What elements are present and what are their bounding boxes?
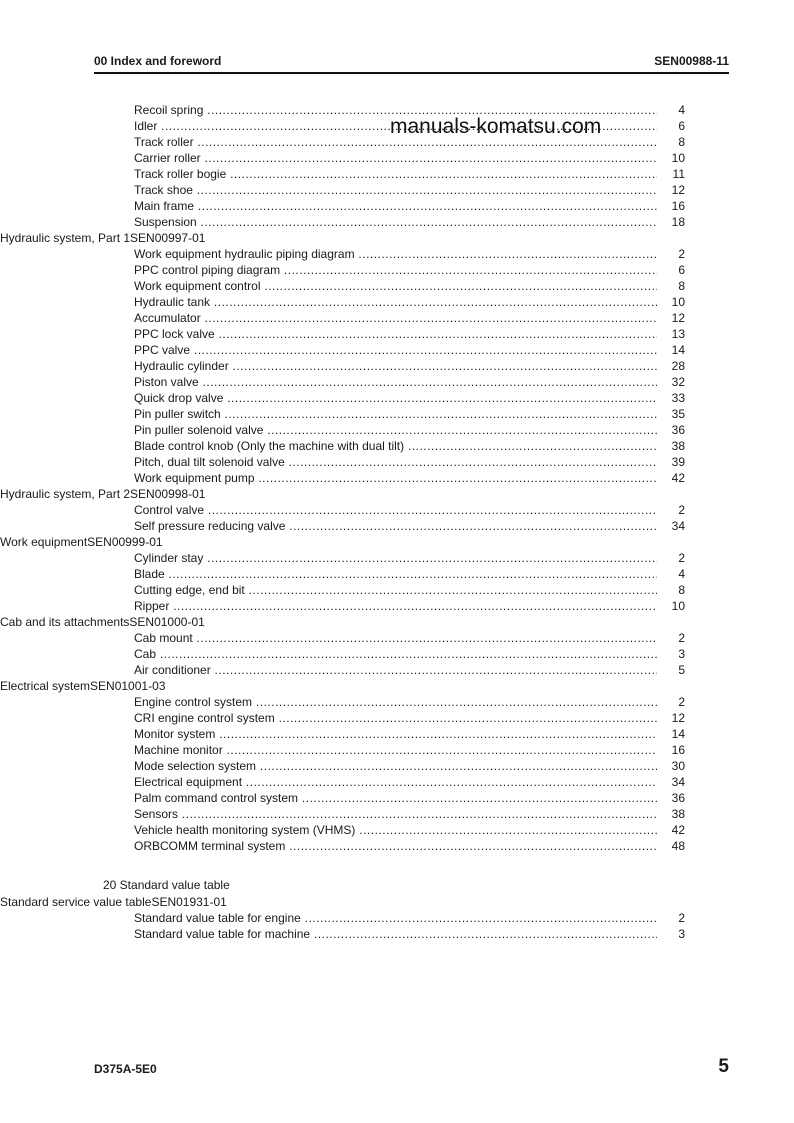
toc-chapter[interactable] (0, 877, 794, 894)
toc-entry[interactable] (0, 910, 794, 926)
section-document-code: SEN01931-01 (151, 895, 227, 909)
section-document-code: SEN01000-01 (129, 615, 205, 629)
entry-page-number: 6 (657, 262, 685, 278)
entry-page-number: 42 (657, 822, 685, 838)
toc-section[interactable] (0, 894, 794, 910)
entry-label: Hydraulic tank ..... (134, 294, 685, 310)
entry-page-number: 10 (657, 294, 685, 310)
entry-label: Ripper ..... (134, 598, 685, 614)
entry-page-number: 36 (657, 790, 685, 806)
entry-label: Monitor system ..... (134, 726, 685, 742)
toc-entry[interactable] (0, 182, 794, 198)
entry-page-number: 34 (657, 774, 685, 790)
entry-page-number: 34 (657, 518, 685, 534)
toc-entry[interactable] (0, 390, 794, 406)
toc-entry[interactable] (0, 166, 794, 182)
entry-label: Idler ..... (134, 118, 685, 134)
entry-label: Engine control system ..... (134, 694, 685, 710)
entry-label: Standard value table for engine ..... (134, 910, 685, 926)
section-document-code: SEN00997-01 (130, 231, 206, 245)
entry-label: Vehicle health monitoring system (VHMS) ..... (134, 822, 685, 838)
entry-page-number: 8 (657, 582, 685, 598)
entry-page-number: 30 (657, 758, 685, 774)
entry-label: Cutting edge, end bit ..... (134, 582, 685, 598)
entry-page-number: 18 (657, 214, 685, 230)
toc-entry[interactable] (0, 310, 794, 326)
entry-label: Blade control knob (Only the machine with dual tilt) ..... (134, 438, 685, 454)
entry-label: Pitch, dual tilt solenoid valve ..... (134, 454, 685, 470)
entry-label: Main frame ..... (134, 198, 685, 214)
header-chapter-title: 00 Index and foreword (94, 54, 222, 68)
entry-page-number: 14 (657, 342, 685, 358)
toc-section[interactable] (0, 678, 794, 694)
toc-entry[interactable] (0, 758, 794, 774)
entry-label: Recoil spring ..... (134, 102, 685, 118)
entry-page-number: 33 (657, 390, 685, 406)
entry-label: PPC control piping diagram ..... (134, 262, 685, 278)
toc-entry[interactable] (0, 150, 794, 166)
toc-entry[interactable] (0, 774, 794, 790)
toc-entry[interactable] (0, 438, 794, 454)
table-of-contents (0, 102, 794, 942)
entry-label: Quick drop valve ..... (134, 390, 685, 406)
toc-entry[interactable] (0, 646, 794, 662)
entry-label: Suspension ..... (134, 214, 685, 230)
entry-page-number: 38 (657, 438, 685, 454)
toc-entry[interactable] (0, 262, 794, 278)
entry-page-number: 14 (657, 726, 685, 742)
entry-label: Self pressure reducing valve ..... (134, 518, 685, 534)
toc-entry[interactable] (0, 598, 794, 614)
footer-model: D375A-5E0 (94, 1062, 157, 1076)
toc-entry[interactable] (0, 502, 794, 518)
entry-page-number: 39 (657, 454, 685, 470)
entry-page-number: 10 (657, 150, 685, 166)
toc-entry[interactable] (0, 214, 794, 230)
toc-entry[interactable] (0, 326, 794, 342)
entry-label: Accumulator ..... (134, 310, 685, 326)
toc-entry[interactable] (0, 246, 794, 262)
entry-page-number: 42 (657, 470, 685, 486)
section-document-code: SEN00998-01 (130, 487, 206, 501)
entry-label: Track roller ..... (134, 134, 685, 150)
toc-entry[interactable] (0, 694, 794, 710)
entry-label: Work equipment (0, 535, 88, 549)
entry-label: Pin puller solenoid valve ..... (134, 422, 685, 438)
toc-entry[interactable] (0, 630, 794, 646)
header-document-code: SEN00988-11 (654, 54, 729, 68)
entry-label: Cylinder stay ..... (134, 550, 685, 566)
entry-label: Cab mount ..... (134, 630, 685, 646)
entry-page-number: 2 (657, 550, 685, 566)
entry-label: Standard service value table (0, 895, 152, 909)
entry-label: ORBCOMM terminal system ..... (134, 838, 685, 854)
entry-label: CRI engine control system ..... (134, 710, 685, 726)
section-document-code: SEN01001-03 (90, 679, 166, 693)
entry-page-number: 11 (657, 166, 685, 182)
toc-section[interactable] (0, 614, 794, 630)
toc-entry[interactable] (0, 790, 794, 806)
entry-label: Machine monitor ..... (134, 742, 685, 758)
toc-entry[interactable] (0, 358, 794, 374)
toc-entry[interactable] (0, 926, 794, 942)
entry-label: Track shoe ..... (134, 182, 685, 198)
toc-entry[interactable] (0, 454, 794, 470)
entry-page-number: 16 (657, 198, 685, 214)
entry-page-number: 38 (657, 806, 685, 822)
toc-entry[interactable] (0, 822, 794, 838)
entry-label: Carrier roller ..... (134, 150, 685, 166)
toc-section[interactable] (0, 534, 794, 550)
entry-label: Work equipment hydraulic piping diagram ..... (134, 246, 685, 262)
entry-label: Cab and its attachments (0, 615, 130, 629)
entry-label: Hydraulic system, Part 1 (0, 231, 131, 245)
entry-label: Hydraulic cylinder ..... (134, 358, 685, 374)
entry-label: PPC valve ..... (134, 342, 685, 358)
entry-page-number: 4 (657, 566, 685, 582)
entry-label: Palm command control system ..... (134, 790, 685, 806)
toc-entry[interactable] (0, 406, 794, 422)
entry-page-number: 4 (657, 102, 685, 118)
entry-page-number: 6 (657, 118, 685, 134)
toc-entry[interactable] (0, 518, 794, 534)
toc-entry[interactable] (0, 550, 794, 566)
toc-section[interactable] (0, 486, 794, 502)
entry-page-number: 2 (657, 910, 685, 926)
entry-label: Hydraulic system, Part 2 (0, 487, 131, 501)
entry-label: Electrical system (0, 679, 91, 693)
toc-entry[interactable] (0, 198, 794, 214)
entry-label: Air conditioner ..... (134, 662, 685, 678)
entry-label: Cab ..... (134, 646, 685, 662)
page-number: 5 (718, 1056, 729, 1077)
entry-page-number: 2 (657, 694, 685, 710)
entry-page-number: 2 (657, 246, 685, 262)
toc-entry[interactable] (0, 838, 794, 854)
entry-page-number: 5 (657, 662, 685, 678)
toc-entry[interactable] (0, 374, 794, 390)
entry-page-number: 48 (657, 838, 685, 854)
entry-page-number: 10 (657, 598, 685, 614)
toc-entry[interactable] (0, 278, 794, 294)
entry-page-number: 12 (657, 710, 685, 726)
toc-entry[interactable] (0, 342, 794, 358)
toc-section[interactable] (0, 230, 794, 246)
entry-page-number: 32 (657, 374, 685, 390)
entry-label: Work equipment control ..... (134, 278, 685, 294)
toc-entry[interactable] (0, 470, 794, 486)
entry-page-number: 12 (657, 310, 685, 326)
toc-entry[interactable] (0, 710, 794, 726)
toc-entry[interactable] (0, 566, 794, 582)
entry-page-number: 2 (657, 502, 685, 518)
toc-entry[interactable] (0, 422, 794, 438)
entry-page-number: 36 (657, 422, 685, 438)
entry-label: Control valve ..... (134, 502, 685, 518)
header-rule (94, 72, 729, 74)
entry-label: Pin puller switch ..... (134, 406, 685, 422)
entry-label: Standard value table for machine ..... (134, 926, 685, 942)
entry-label: Piston valve ..... (134, 374, 685, 390)
entry-page-number: 8 (657, 278, 685, 294)
entry-label: PPC lock valve ..... (134, 326, 685, 342)
toc-entry[interactable] (0, 726, 794, 742)
entry-page-number: 3 (657, 646, 685, 662)
toc-entry[interactable] (0, 662, 794, 678)
entry-page-number: 8 (657, 134, 685, 150)
entry-page-number: 3 (657, 926, 685, 942)
entry-page-number: 13 (657, 326, 685, 342)
entry-label: Work equipment pump ..... (134, 470, 685, 486)
entry-label: 20 Standard value table (103, 878, 230, 892)
toc-entry[interactable] (0, 806, 794, 822)
section-document-code: SEN00999-01 (87, 535, 163, 549)
entry-page-number: 2 (657, 630, 685, 646)
entry-page-number: 12 (657, 182, 685, 198)
entry-page-number: 28 (657, 358, 685, 374)
toc-entry[interactable] (0, 582, 794, 598)
entry-label: Mode selection system ..... (134, 758, 685, 774)
entry-label: Blade ..... (134, 566, 685, 582)
toc-entry[interactable] (0, 294, 794, 310)
entry-page-number: 35 (657, 406, 685, 422)
entry-page-number: 16 (657, 742, 685, 758)
entry-label: Electrical equipment ..... (134, 774, 685, 790)
entry-label: Track roller bogie ..... (134, 166, 685, 182)
toc-entry[interactable] (0, 742, 794, 758)
watermark: manuals-komatsu.com (390, 115, 602, 138)
entry-label: Sensors ..... (134, 806, 685, 822)
